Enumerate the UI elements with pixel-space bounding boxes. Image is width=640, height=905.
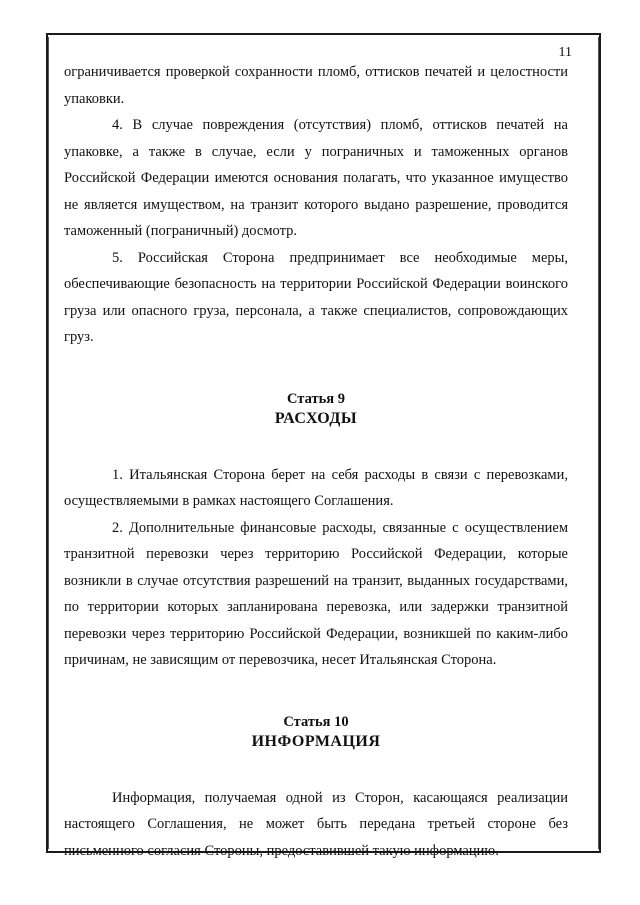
article-9-title: РАСХОДЫ bbox=[274, 409, 358, 427]
page-number: 11 bbox=[558, 45, 572, 60]
article-10-number: Статья 10 bbox=[283, 713, 349, 730]
paragraph-item-4: 4. В случае повреждения (отсутствия) пломб, оттисков печатей на упаковке, а также в случае, если у пограничных и таможенных органов Российской Федерации имеются основания полагать, что указанное имущество не является имуществом, на транзит которого выдано разрешение, проводится таможенный (пограничный) досмотр. bbox=[64, 117, 568, 239]
article-10-heading bbox=[64, 713, 568, 751]
paragraph-item-5: 5. Российская Сторона предпринимает все необходимые меры, обеспечивающие безопасность на территории Российской Федерации воинского груза или опасного груза, персонала, а также специалистов, сопровождающих груз. bbox=[64, 249, 568, 345]
article-9-heading bbox=[64, 390, 568, 428]
article-9-paragraph-2: 2. Дополнительные финансовые расходы, связанные с осуществлением транзитной перевозки через территорию Российской Федерации, которые возникли в случае отсутствия разрешений на транзит, выданных государствами, по территории которых запланирована перевозка, или задержки транзитной перевозки через территорию Российской Федерации, возникшей по каким-либо причинам, не зависящим от перевозчика, несет Итальянская Сторона. bbox=[64, 519, 568, 668]
article-10-title: ИНФОРМАЦИЯ bbox=[251, 732, 381, 750]
article-9-number: Статья 9 bbox=[287, 390, 345, 407]
article-9-paragraph-1: 1. Итальянская Сторона берет на себя расходы в связи с перевозками, осуществляемыми в рамках настоящего Соглашения. bbox=[64, 466, 568, 509]
paragraph-continuation: ограничивается проверкой сохранности пломб, оттисков печатей и целостности упаковки. bbox=[64, 64, 568, 107]
article-10-paragraph-1: Информация, получаемая одной из Сторон, касающаяся реализации настоящего Соглашения, не может быть передана третьей стороне без письменного согласия Стороны, предоставившей такую информацию. bbox=[64, 789, 568, 859]
document-body bbox=[64, 59, 568, 864]
